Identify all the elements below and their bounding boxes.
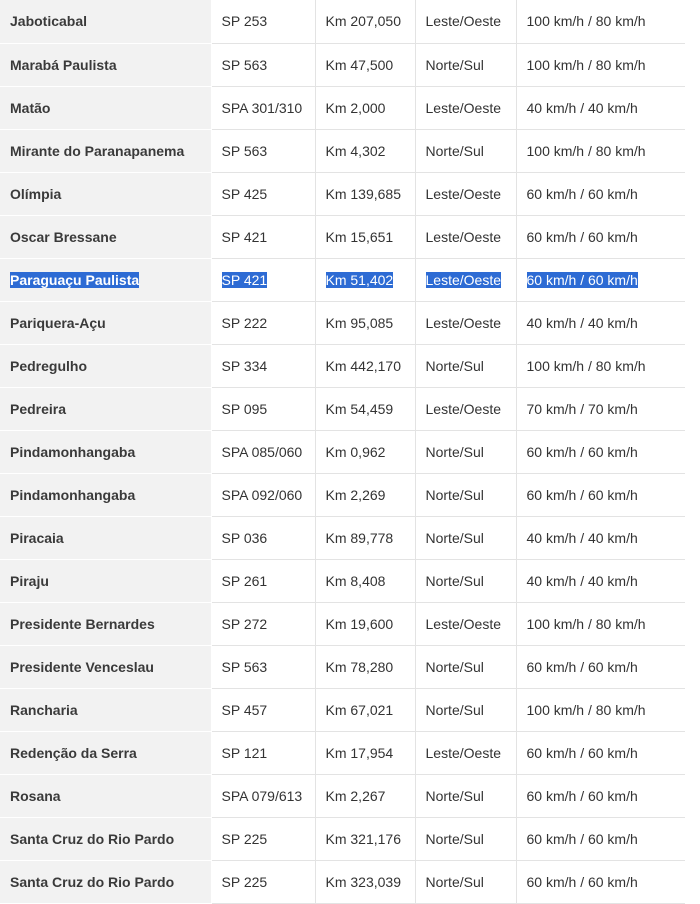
- speed-limit-cell: [516, 0, 685, 43]
- direction-cell: [415, 430, 516, 473]
- city-cell: [0, 86, 211, 129]
- km-cell: [315, 258, 415, 301]
- direction-cell: [415, 129, 516, 172]
- km-cell-text: Km 67,021: [325, 702, 394, 719]
- speed-limit-cell: [516, 86, 685, 129]
- speed-limit-cell: [516, 172, 685, 215]
- speed-limit-cell-text: 60 km/h / 60 km/h: [526, 788, 638, 805]
- city-cell-text: Pedregulho: [10, 357, 88, 374]
- direction-cell-text: Leste/Oeste: [425, 745, 501, 762]
- speed-limit-cell-text: 40 km/h / 40 km/h: [526, 314, 638, 331]
- km-cell: [315, 732, 415, 775]
- table-row: [0, 775, 685, 818]
- direction-cell: [415, 861, 516, 904]
- km-cell-text: Km 0,962: [325, 443, 386, 460]
- speed-limit-cell: [516, 430, 685, 473]
- table-row: [0, 474, 685, 517]
- city-cell-text: Rosana: [10, 788, 61, 805]
- direction-cell-text: Norte/Sul: [425, 874, 484, 891]
- direction-cell: [415, 215, 516, 258]
- road-cell-text: SP 121: [221, 745, 268, 762]
- speed-limit-cell-text: 70 km/h / 70 km/h: [526, 400, 638, 417]
- speed-limit-cell-text: 100 km/h / 80 km/h: [526, 616, 646, 633]
- city-cell-text: Presidente Venceslau: [10, 659, 154, 676]
- city-cell: [0, 732, 211, 775]
- direction-cell: [415, 43, 516, 86]
- speed-limit-cell-text: 60 km/h / 60 km/h: [526, 487, 638, 504]
- direction-cell-text: Norte/Sul: [425, 443, 484, 460]
- table-row: [0, 689, 685, 732]
- direction-cell: [415, 775, 516, 818]
- km-cell: [315, 387, 415, 430]
- km-cell: [315, 775, 415, 818]
- direction-cell-text: Norte/Sul: [425, 357, 484, 374]
- table-row: [0, 861, 685, 904]
- direction-cell: [415, 86, 516, 129]
- city-cell: [0, 344, 211, 387]
- speed-limit-cell-text: 60 km/h / 60 km/h: [526, 271, 638, 288]
- road-cell-text: SP 334: [221, 357, 268, 374]
- direction-cell-text: Norte/Sul: [425, 56, 484, 73]
- road-cell-text: SPA 085/060: [221, 443, 303, 460]
- city-cell: [0, 689, 211, 732]
- km-cell: [315, 430, 415, 473]
- direction-cell-text: Norte/Sul: [425, 487, 484, 504]
- speed-limit-cell: [516, 258, 685, 301]
- direction-cell-text: Norte/Sul: [425, 831, 484, 848]
- direction-cell-text: Norte/Sul: [425, 659, 484, 676]
- speed-limit-cell: [516, 474, 685, 517]
- city-cell: [0, 387, 211, 430]
- direction-cell: [415, 689, 516, 732]
- km-cell-text: Km 95,085: [325, 314, 394, 331]
- direction-cell: [415, 301, 516, 344]
- km-cell-text: Km 442,170: [325, 357, 401, 374]
- road-cell: [211, 430, 315, 473]
- road-cell: [211, 603, 315, 646]
- km-cell-text: Km 78,280: [325, 659, 394, 676]
- road-cell: [211, 215, 315, 258]
- direction-cell-text: Leste/Oeste: [425, 271, 501, 288]
- km-cell-text: Km 323,039: [325, 874, 401, 891]
- road-cell-text: SP 225: [221, 874, 268, 891]
- city-cell: [0, 517, 211, 560]
- km-cell-text: Km 321,176: [325, 831, 401, 848]
- city-cell: [0, 43, 211, 86]
- speed-limit-cell-text: 100 km/h / 80 km/h: [526, 142, 646, 159]
- direction-cell: [415, 646, 516, 689]
- speed-limit-cell-text: 60 km/h / 60 km/h: [526, 443, 638, 460]
- road-cell: [211, 258, 315, 301]
- direction-cell-text: Leste/Oeste: [425, 99, 501, 116]
- direction-cell: [415, 0, 516, 43]
- city-cell: [0, 861, 211, 904]
- city-cell-text: Redenção da Serra: [10, 745, 137, 762]
- direction-cell-text: Norte/Sul: [425, 530, 484, 547]
- direction-cell: [415, 603, 516, 646]
- road-cell: [211, 646, 315, 689]
- speed-limit-cell: [516, 775, 685, 818]
- city-cell: [0, 560, 211, 603]
- km-cell-text: Km 89,778: [325, 530, 394, 547]
- city-cell-text: Pindamonhangaba: [10, 487, 136, 504]
- speed-limit-cell: [516, 215, 685, 258]
- km-cell: [315, 560, 415, 603]
- table-row: [0, 301, 685, 344]
- km-cell-text: Km 51,402: [325, 271, 394, 288]
- city-cell-text: Piracaia: [10, 530, 64, 547]
- speed-limit-cell: [516, 603, 685, 646]
- km-cell: [315, 43, 415, 86]
- road-cell-text: SP 222: [221, 314, 268, 331]
- direction-cell: [415, 258, 516, 301]
- table-row: [0, 387, 685, 430]
- road-cell-text: SP 425: [221, 185, 268, 202]
- city-cell-text: Marabá Paulista: [10, 56, 117, 73]
- city-cell-text: Piraju: [10, 573, 49, 590]
- road-cell: [211, 517, 315, 560]
- direction-cell-text: Norte/Sul: [425, 573, 484, 590]
- km-cell: [315, 86, 415, 129]
- city-cell-text: Pedreira: [10, 400, 67, 417]
- city-cell-text: Santa Cruz do Rio Pardo: [10, 831, 175, 848]
- table-row: [0, 560, 685, 603]
- road-cell-text: SP 563: [221, 142, 268, 159]
- speed-limit-cell: [516, 43, 685, 86]
- city-cell-text: Paraguaçu Paulista: [10, 271, 140, 288]
- road-cell-text: SP 563: [221, 659, 268, 676]
- speed-limit-cell: [516, 732, 685, 775]
- km-cell: [315, 301, 415, 344]
- km-cell: [315, 818, 415, 861]
- km-cell: [315, 603, 415, 646]
- km-cell: [315, 215, 415, 258]
- km-cell-text: Km 4,302: [325, 142, 386, 159]
- table-row: [0, 732, 685, 775]
- road-cell-text: SP 261: [221, 573, 268, 590]
- city-cell: [0, 646, 211, 689]
- city-cell: [0, 258, 211, 301]
- direction-cell: [415, 560, 516, 603]
- direction-cell-text: Leste/Oeste: [425, 400, 501, 417]
- direction-cell: [415, 818, 516, 861]
- table-row: [0, 603, 685, 646]
- city-cell: [0, 0, 211, 43]
- road-cell-text: SP 253: [221, 13, 268, 30]
- road-cell-text: SP 563: [221, 56, 268, 73]
- speed-limit-cell-text: 60 km/h / 60 km/h: [526, 831, 638, 848]
- km-cell-text: Km 17,954: [325, 745, 394, 762]
- speed-limit-cell-text: 100 km/h / 80 km/h: [526, 56, 646, 73]
- table-row: [0, 818, 685, 861]
- km-cell-text: Km 207,050: [325, 13, 401, 30]
- road-cell: [211, 387, 315, 430]
- speed-limit-cell: [516, 861, 685, 904]
- speed-limit-cell: [516, 560, 685, 603]
- km-cell-text: Km 139,685: [325, 185, 401, 202]
- city-cell-text: Mirante do Paranapanema: [10, 142, 185, 159]
- city-cell-text: Oscar Bressane: [10, 228, 117, 245]
- direction-cell-text: Leste/Oeste: [425, 228, 501, 245]
- road-cell: [211, 344, 315, 387]
- city-cell: [0, 430, 211, 473]
- road-cell-text: SP 036: [221, 530, 268, 547]
- road-cell-text: SPA 301/310: [221, 99, 303, 116]
- direction-cell: [415, 732, 516, 775]
- direction-cell-text: Leste/Oeste: [425, 185, 501, 202]
- city-cell-text: Pariquera-Açu: [10, 314, 106, 331]
- km-cell-text: Km 2,269: [325, 487, 386, 504]
- city-cell: [0, 474, 211, 517]
- city-cell: [0, 775, 211, 818]
- road-cell: [211, 474, 315, 517]
- km-cell: [315, 0, 415, 43]
- road-cell: [211, 775, 315, 818]
- direction-cell-text: Norte/Sul: [425, 142, 484, 159]
- road-cell-text: SP 272: [221, 616, 268, 633]
- city-cell-text: Rancharia: [10, 702, 78, 719]
- table-row: [0, 0, 685, 43]
- speed-limit-cell-text: 40 km/h / 40 km/h: [526, 99, 638, 116]
- km-cell-text: Km 19,600: [325, 616, 394, 633]
- km-cell: [315, 689, 415, 732]
- road-cell: [211, 86, 315, 129]
- table-row: [0, 172, 685, 215]
- direction-cell-text: Leste/Oeste: [425, 13, 501, 30]
- city-cell-text: Presidente Bernardes: [10, 616, 155, 633]
- road-cell-text: SPA 092/060: [221, 487, 303, 504]
- km-cell-text: Km 54,459: [325, 400, 394, 417]
- speed-limit-cell-text: 60 km/h / 60 km/h: [526, 745, 638, 762]
- speed-limit-cell: [516, 517, 685, 560]
- road-cell: [211, 43, 315, 86]
- table-row: [0, 86, 685, 129]
- speed-limit-cell-text: 60 km/h / 60 km/h: [526, 874, 638, 891]
- km-cell: [315, 861, 415, 904]
- road-cell: [211, 861, 315, 904]
- city-cell: [0, 129, 211, 172]
- km-cell: [315, 129, 415, 172]
- km-cell-text: Km 15,651: [325, 228, 394, 245]
- km-cell: [315, 172, 415, 215]
- road-cell: [211, 732, 315, 775]
- city-cell: [0, 603, 211, 646]
- table-row: [0, 344, 685, 387]
- speed-limit-cell: [516, 301, 685, 344]
- km-cell-text: Km 8,408: [325, 573, 386, 590]
- city-cell: [0, 818, 211, 861]
- speed-limit-cell: [516, 646, 685, 689]
- km-cell-text: Km 2,000: [325, 99, 386, 116]
- direction-cell: [415, 172, 516, 215]
- table-row: [0, 129, 685, 172]
- km-cell-text: Km 2,267: [325, 788, 386, 805]
- table-row: [0, 215, 685, 258]
- road-cell-text: SP 095: [221, 400, 268, 417]
- direction-cell: [415, 517, 516, 560]
- km-cell-text: Km 47,500: [325, 56, 394, 73]
- table-row: [0, 646, 685, 689]
- road-cell: [211, 560, 315, 603]
- direction-cell-text: Norte/Sul: [425, 788, 484, 805]
- direction-cell-text: Leste/Oeste: [425, 314, 501, 331]
- table-row: [0, 517, 685, 560]
- speed-limit-cell-text: 60 km/h / 60 km/h: [526, 228, 638, 245]
- speed-limit-cell: [516, 818, 685, 861]
- table-row-selected: [0, 258, 685, 301]
- road-cell-text: SPA 079/613: [221, 788, 303, 805]
- road-cell-text: SP 421: [221, 271, 268, 288]
- road-cell-text: SP 457: [221, 702, 268, 719]
- road-cell: [211, 301, 315, 344]
- road-cell: [211, 172, 315, 215]
- speed-limit-cell-text: 40 km/h / 40 km/h: [526, 530, 638, 547]
- city-cell-text: Matão: [10, 99, 51, 116]
- speed-limit-cell-text: 100 km/h / 80 km/h: [526, 357, 646, 374]
- speed-limit-cell: [516, 387, 685, 430]
- speed-limit-cell: [516, 689, 685, 732]
- km-cell: [315, 517, 415, 560]
- direction-cell: [415, 344, 516, 387]
- city-cell-text: Jaboticabal: [10, 13, 88, 30]
- speed-limit-cell-text: 100 km/h / 80 km/h: [526, 13, 646, 30]
- road-cell-text: SP 225: [221, 831, 268, 848]
- speed-limit-cell-text: 40 km/h / 40 km/h: [526, 573, 638, 590]
- road-cell: [211, 689, 315, 732]
- speed-limit-cell: [516, 344, 685, 387]
- direction-cell-text: Leste/Oeste: [425, 616, 501, 633]
- table-row: [0, 430, 685, 473]
- speed-limit-cell-text: 60 km/h / 60 km/h: [526, 185, 638, 202]
- km-cell: [315, 344, 415, 387]
- direction-cell-text: Norte/Sul: [425, 702, 484, 719]
- km-cell: [315, 646, 415, 689]
- city-cell-text: Santa Cruz do Rio Pardo: [10, 874, 175, 891]
- speed-limit-cell-text: 100 km/h / 80 km/h: [526, 702, 646, 719]
- road-cell-text: SP 421: [221, 228, 268, 245]
- city-cell: [0, 172, 211, 215]
- table-row: [0, 43, 685, 86]
- city-cell: [0, 215, 211, 258]
- city-cell-text: Pindamonhangaba: [10, 443, 136, 460]
- direction-cell: [415, 387, 516, 430]
- road-cell: [211, 129, 315, 172]
- city-cell: [0, 301, 211, 344]
- speed-limit-cell: [516, 129, 685, 172]
- road-cell: [211, 0, 315, 43]
- city-cell-text: Olímpia: [10, 185, 62, 202]
- road-cell: [211, 818, 315, 861]
- speed-limit-cell-text: 60 km/h / 60 km/h: [526, 659, 638, 676]
- km-cell: [315, 474, 415, 517]
- direction-cell: [415, 474, 516, 517]
